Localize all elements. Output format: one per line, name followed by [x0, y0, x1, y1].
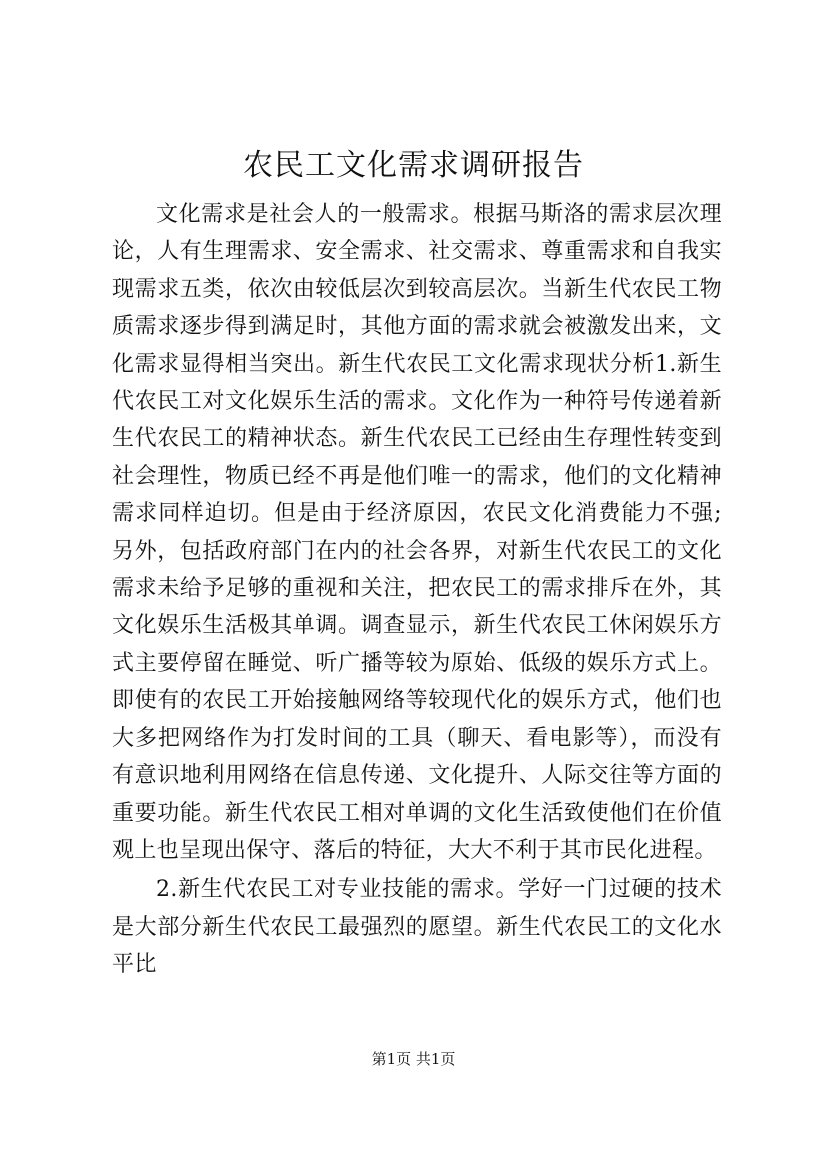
page-footer: 第1页 共1页 — [371, 1050, 456, 1068]
document-title: 农民工文化需求调研报告 — [243, 148, 584, 183]
document-body — [112, 196, 722, 984]
paragraph-1: 文化需求是社会人的一般需求。根据马斯洛的需求层次理论，人有生理需求、安全需求、社交需求、尊重需求和自我实现需求五类，依次由较低层次到较高层次。当新生代农民工物质需求逐步得到满足时，其他方面的需求就会被激发出来，文化需求显得相当突出。新生代农民工文化需求现状分析1.新生代农民工对文化娱乐生活的需求。文化作为一种符号传递着新生代农民工的精神状态。新生代农民工已经由生存理性转变到社会理性，物质已经不再是他们唯一的需求，他们的文化精神需求同样迫切。但是由于经济原因，农民文化消费能力不强;另外，包括政府部门在内的社会各界，对新生代农民工的文化需求未给予足够的重视和关注，把农民工的需求排斥在外，其文化娱乐生活极其单调。调查显示，新生代农民工休闲娱乐方式主要停留在睡觉、听广播等较为原始、低级的娱乐方式上。即使有的农民工开始接触网络等较现代化的娱乐方式，他们也大多把网络作为打发时间的工具（聊天、看电影等），而没有有意识地利用网络在信息传递、文化提升、人际交往等方面的重要功能。新生代农民工相对单调的文化生活致使他们在价值观上也呈现出保守、落后的特征，大大不利于其市民化进程。 — [112, 202, 722, 863]
paragraph-2: 2.新生代农民工对专业技能的需求。学好一门过硬的技术是大部分新生代农民工最强烈的愿望。新生代农民工的文化水平比 — [112, 877, 722, 978]
